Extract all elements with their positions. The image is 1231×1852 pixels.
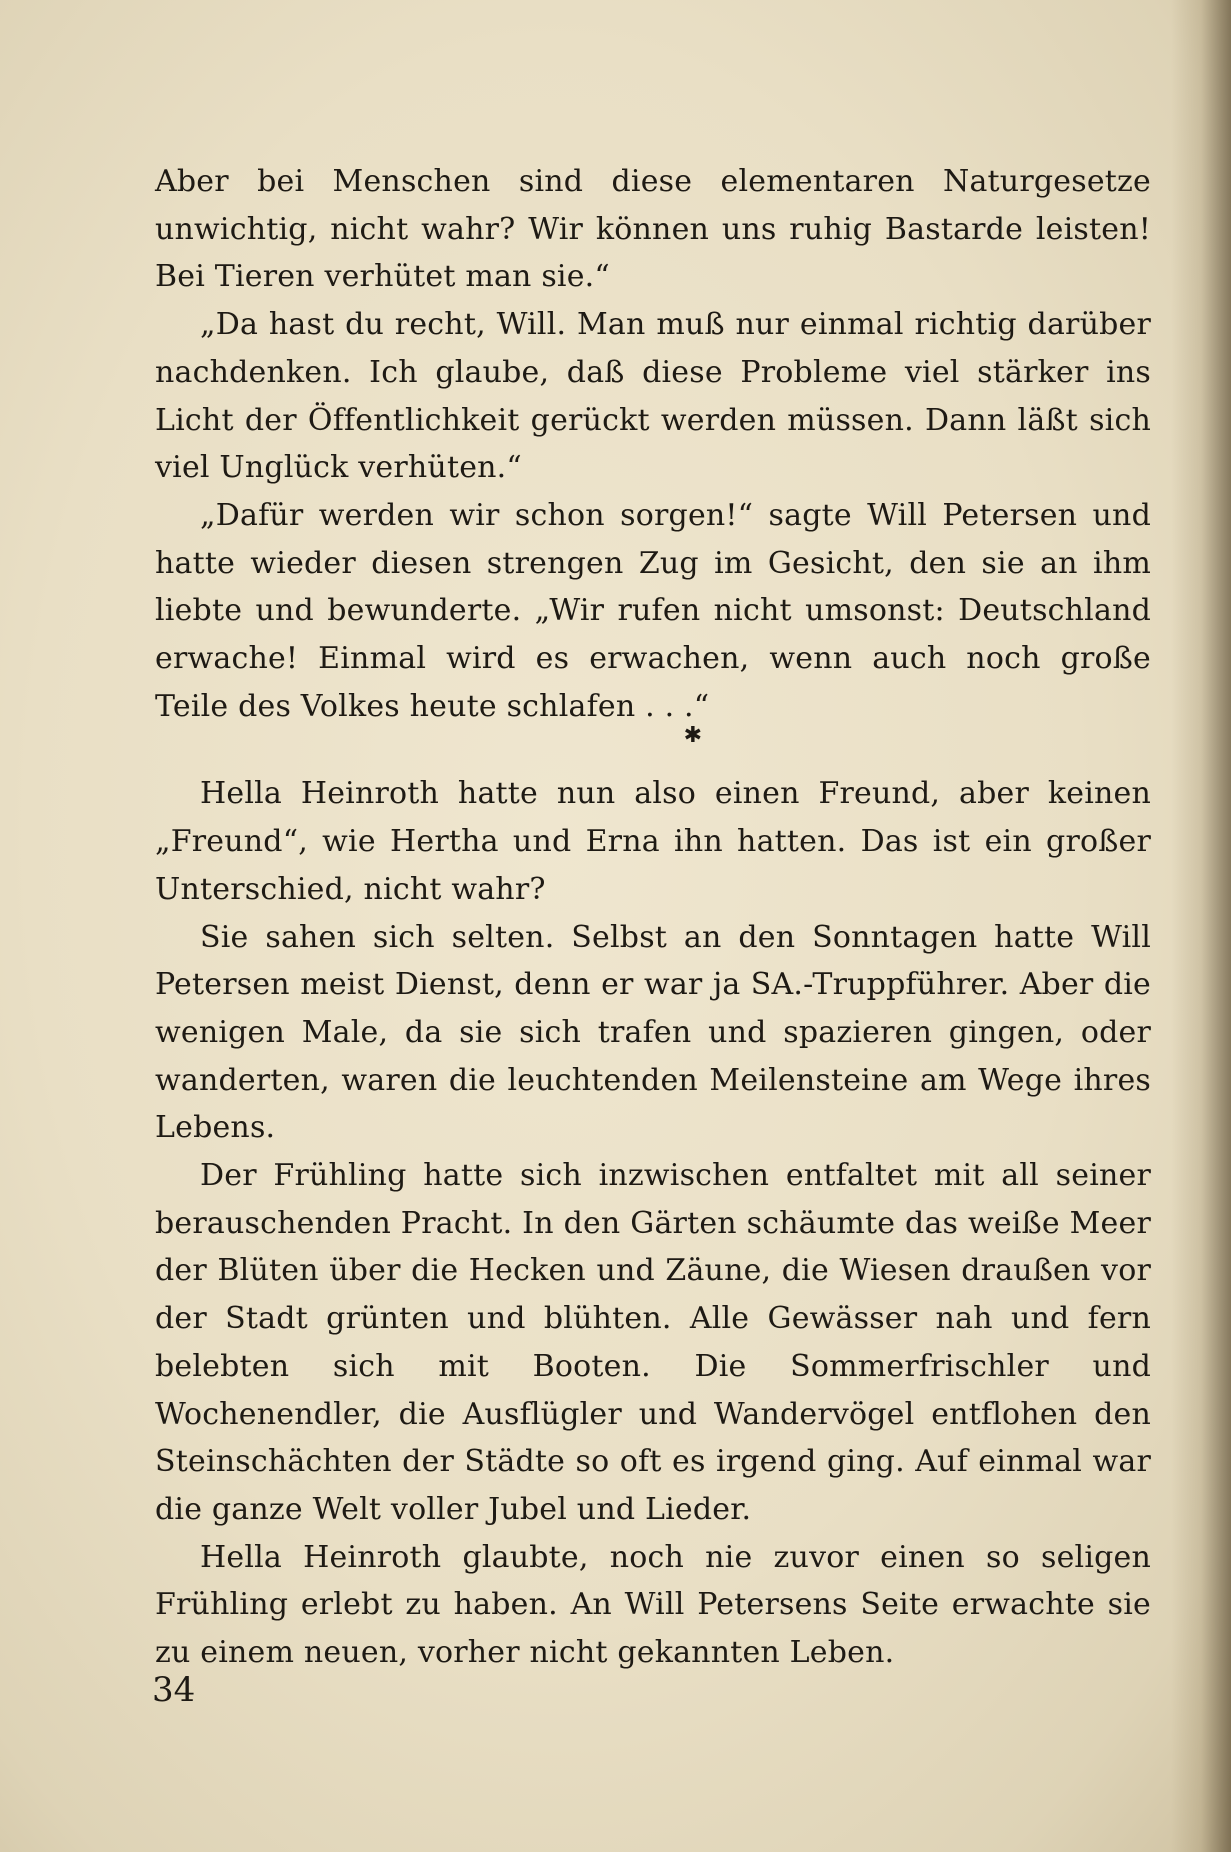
page-number: 34 [152, 1670, 196, 1710]
paragraph: „Dafür werden wir schon sorgen!“ sagte Will Petersen und hatte wieder diesen strengen Zug im Gesicht, den sie an ihm liebte und bewunderte. „Wir rufen nicht umsonst: Deutschland erwache! Einmal wird es erwachen, wenn auch noch große Teile des Volkes heute schlafen . . .“ [155, 497, 1151, 724]
paragraph: „Da hast du recht, Will. Man muß nur einmal richtig darüber nachdenken. Ich glaube, daß diese Probleme viel stärker ins Licht der Öffentlichkeit gerückt werden müssen. Dann läßt sich viel Unglück verhüten.“ [155, 307, 1151, 486]
paragraph: Der Frühling hatte sich inzwischen entfaltet mit all seiner berauschenden Pracht. In den Gärten schäumte das weiße Meer der Blüten über die Hecken und Zäune, die Wiesen draußen vor der Stadt grünten und blühten. Alle Gewässer nah und fern belebten sich mit Booten. Die Sommerfrischler und Wochenendler, die Ausflügler und Wandervögel entflohen den Steinschächten der Städte so oft es irgend ging. Auf einmal war die ganze Welt voller Jubel und Lieder. [155, 1158, 1151, 1527]
paragraph: Hella Heinroth hatte nun also einen Freund, aber keinen „Freund“, wie Hertha und Erna ihn hatten. Das ist ein großer Unterschied, nicht wahr? [155, 776, 1151, 907]
paragraph: Aber bei Menschen sind diese elementaren Naturgesetze unwichtig, nicht wahr? Wir können uns ruhig Bastarde leisten! Bei Tieren verhütet man sie.“ [155, 164, 1151, 295]
paragraph: Sie sahen sich selten. Selbst an den Sonntagen hatte Will Petersen meist Dienst, denn er war ja SA.-Truppführer. Aber die wenigen Male, da sie sich trafen und spazieren gingen, oder wanderten, waren die leuchtenden Meilensteine am Wege ihres Lebens. [155, 919, 1151, 1146]
paragraph: Hella Heinroth glaubte, noch nie zuvor einen so seligen Frühling erlebt zu haben. An Will Petersens Seite erwachte sie zu einem neuen, vorher nicht gekannten Leben. [155, 1539, 1151, 1671]
section-break-mark: ✱ [683, 723, 703, 749]
page-edge-shadow [1171, 0, 1231, 1852]
body-text [155, 158, 1151, 1677]
